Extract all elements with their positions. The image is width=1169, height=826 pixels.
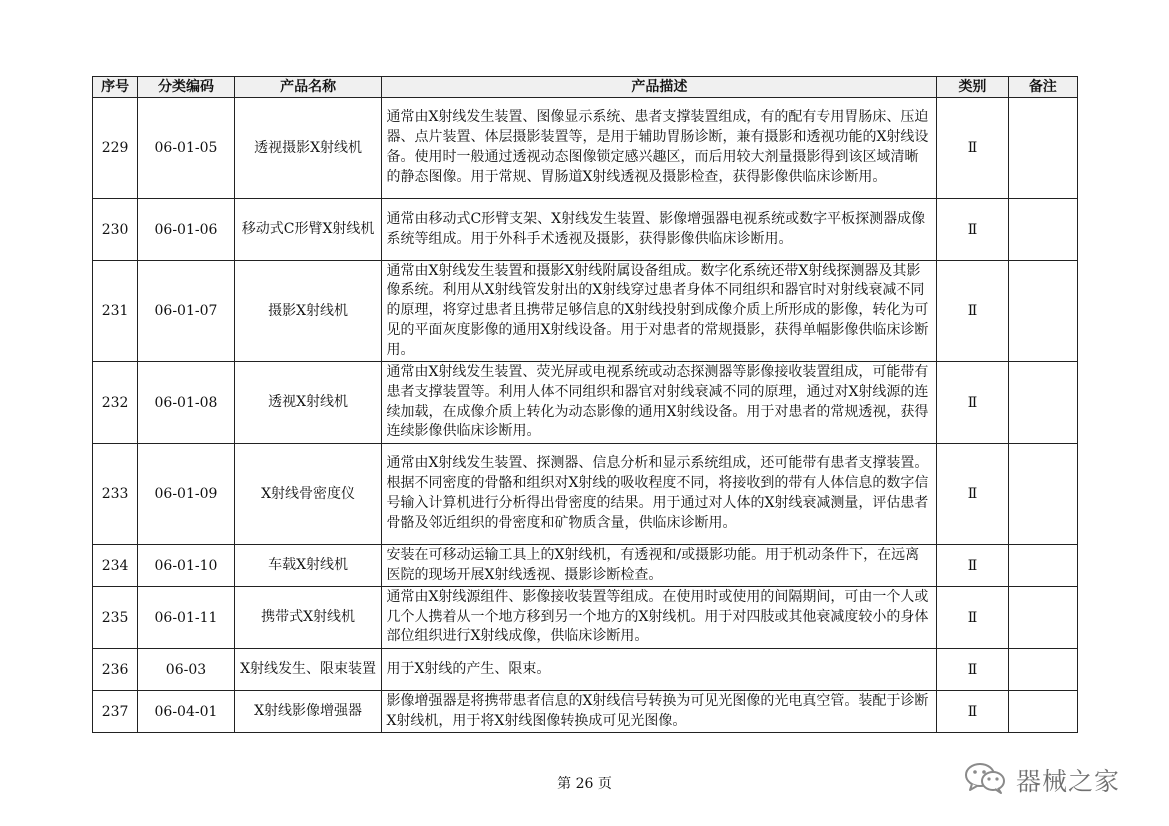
watermark xyxy=(964,760,1120,800)
row-category: Ⅱ xyxy=(937,545,1008,587)
row-no: 232 xyxy=(93,362,138,444)
page-number: 第 26 页 xyxy=(557,776,612,792)
row-name: 透视X射线机 xyxy=(234,362,382,444)
row-code: 06-01-07 xyxy=(138,261,234,362)
row-desc: 通常由移动式C形臂支架、X射线发生装置、影像增强器电视系统或数字平板探测器成像系统等组成。用于外科手术透视及摄影，获得影像供临床诊断用。 xyxy=(382,199,937,261)
row-remark xyxy=(1008,362,1077,444)
table-row xyxy=(93,587,1078,649)
row-remark xyxy=(1008,691,1077,733)
row-category: Ⅱ xyxy=(937,444,1008,545)
row-desc: 通常由X射线发生装置、荧光屏或电视系统或动态探测器等影像接收装置组成，可能带有患者支撑装置等。利用人体不同组织和器官对射线衰减不同的原理，通过对X射线源的连续加载，在成像介质上转化为动态影像的通用X射线设备。用于对患者的常规透视，获得连续影像供临床诊断用。 xyxy=(382,362,937,444)
row-category: Ⅱ xyxy=(937,362,1008,444)
header-code: 分类编码 xyxy=(138,77,234,98)
row-remark xyxy=(1008,649,1077,691)
row-remark xyxy=(1008,199,1077,261)
row-code: 06-03 xyxy=(138,649,234,691)
row-name: 移动式C形臂X射线机 xyxy=(234,199,382,261)
row-code: 06-01-11 xyxy=(138,587,234,649)
table-row xyxy=(93,98,1078,199)
row-remark xyxy=(1008,444,1077,545)
row-no: 233 xyxy=(93,444,138,545)
row-remark xyxy=(1008,587,1077,649)
row-category: Ⅱ xyxy=(937,199,1008,261)
row-code: 06-01-05 xyxy=(138,98,234,199)
table-row xyxy=(93,362,1078,444)
row-code: 06-01-09 xyxy=(138,444,234,545)
row-desc: 通常由X射线源组件、影像接收装置等组成。在使用时或使用的间隔期间，可由一个人或几个人携着从一个地方移到另一个地方的X射线机。用于对四肢或其他衰减度较小的身体部位组织进行X射线成像，供临床诊断用。 xyxy=(382,587,937,649)
row-name: 车载X射线机 xyxy=(234,545,382,587)
row-code: 06-01-08 xyxy=(138,362,234,444)
row-no: 237 xyxy=(93,691,138,733)
header-category: 类别 xyxy=(937,77,1008,98)
row-no: 235 xyxy=(93,587,138,649)
row-name: 摄影X射线机 xyxy=(234,261,382,362)
row-category: Ⅱ xyxy=(937,98,1008,199)
header-row xyxy=(93,77,1078,98)
row-name: 携带式X射线机 xyxy=(234,587,382,649)
row-remark xyxy=(1008,545,1077,587)
wechat-icon xyxy=(964,760,1008,800)
product-table xyxy=(92,76,1078,733)
row-desc: 通常由X射线发生装置、探测器、信息分析和显示系统组成，还可能带有患者支撑装置。根据不同密度的骨骼和组织对X射线的吸收程度不同，将接收到的带有人体信息的数字信号输入计算机进行分析得出骨密度的结果。用于通过对人体的X射线衰减测量，评估患者骨骼及邻近组织的骨密度和矿物质含量，供临床诊断用。 xyxy=(382,444,937,545)
row-desc: 通常由X射线发生装置和摄影X射线附属设备组成。数字化系统还带X射线探测器及其影像系统。利用从X射线管发射出的X射线穿过患者身体不同组织和器官时对射线衰减不同的原理，将穿过患者且携带足够信息的X射线投射到成像介质上所形成的影像，转化为可见的平面灰度影像的通用X射线设备。用于对患者的常规摄影，获得单幅影像供临床诊断用。 xyxy=(382,261,937,362)
row-no: 229 xyxy=(93,98,138,199)
watermark-text: 器械之家 xyxy=(1016,767,1121,796)
table-row xyxy=(93,545,1078,587)
row-category: Ⅱ xyxy=(937,649,1008,691)
row-no: 236 xyxy=(93,649,138,691)
row-name: X射线发生、限束装置 xyxy=(234,649,382,691)
header-desc: 产品描述 xyxy=(382,77,937,98)
table-row xyxy=(93,444,1078,545)
row-category: Ⅱ xyxy=(937,587,1008,649)
header-remark: 备注 xyxy=(1008,77,1077,98)
table-row xyxy=(93,199,1078,261)
row-name: X射线影像增强器 xyxy=(234,691,382,733)
table-row xyxy=(93,261,1078,362)
row-name: 透视摄影X射线机 xyxy=(234,98,382,199)
row-no: 231 xyxy=(93,261,138,362)
row-category: Ⅱ xyxy=(937,261,1008,362)
row-code: 06-04-01 xyxy=(138,691,234,733)
row-category: Ⅱ xyxy=(937,691,1008,733)
table-row xyxy=(93,649,1078,691)
row-desc: 用于X射线的产生、限束。 xyxy=(382,649,937,691)
row-no: 234 xyxy=(93,545,138,587)
row-desc: 通常由X射线发生装置、图像显示系统、患者支撑装置组成，有的配有专用胃肠床、压迫器、点片装置、体层摄影装置等，是用于辅助胃肠诊断，兼有摄影和透视功能的X射线设备。使用时一般通过透视动态图像锁定感兴趣区，而后用较大剂量摄影得到该区域清晰的静态图像。用于常规、胃肠道X射线透视及摄影检查，获得影像供临床诊断用。 xyxy=(382,98,937,199)
row-name: X射线骨密度仪 xyxy=(234,444,382,545)
header-no: 序号 xyxy=(93,77,138,98)
row-remark xyxy=(1008,261,1077,362)
row-remark xyxy=(1008,98,1077,199)
row-no: 230 xyxy=(93,199,138,261)
row-code: 06-01-06 xyxy=(138,199,234,261)
table-row xyxy=(93,691,1078,733)
row-desc: 安装在可移动运输工具上的X射线机，有透视和/或摄影功能。用于机动条件下，在远离医院的现场开展X射线透视、摄影诊断检查。 xyxy=(382,545,937,587)
row-code: 06-01-10 xyxy=(138,545,234,587)
header-name: 产品名称 xyxy=(234,77,382,98)
row-desc: 影像增强器是将携带患者信息的X射线信号转换为可见光图像的光电真空管。装配于诊断X射线机，用于将X射线图像转换成可见光图像。 xyxy=(382,691,937,733)
